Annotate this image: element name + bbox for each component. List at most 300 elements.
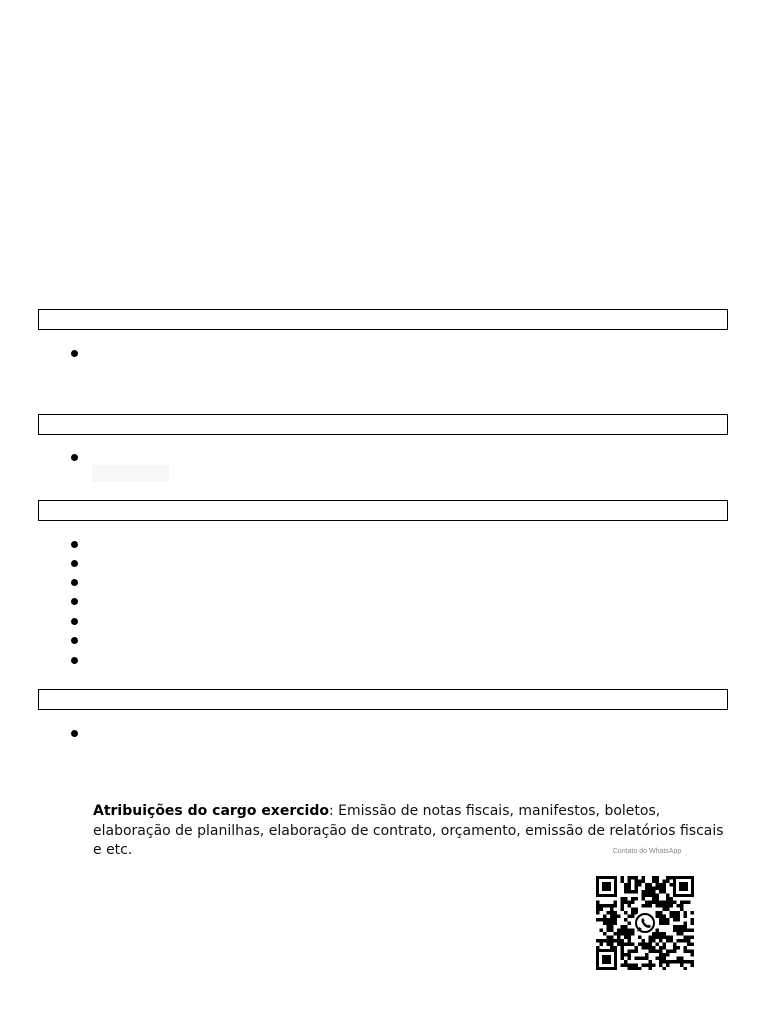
qr-module — [635, 957, 639, 961]
qr-module — [617, 936, 621, 940]
qr-module — [659, 932, 663, 936]
qr-module — [624, 911, 628, 915]
qr-module — [673, 925, 677, 929]
qr-module — [652, 901, 656, 905]
qr-module — [656, 911, 660, 915]
qr-module — [663, 946, 667, 950]
qr-module — [610, 936, 614, 940]
qr-module — [610, 943, 614, 947]
qr-finder-bottom-left — [596, 949, 617, 970]
qr-module — [607, 904, 611, 908]
qr-module — [691, 922, 695, 926]
qr-module — [628, 876, 632, 880]
qr-module — [635, 880, 639, 884]
qr-module — [652, 897, 656, 901]
qr-module — [677, 960, 681, 964]
qr-module — [673, 960, 677, 964]
qr-module — [663, 908, 667, 912]
qr-module — [670, 960, 674, 964]
qr-module — [642, 890, 646, 894]
section-header-box-1 — [38, 309, 728, 330]
qr-module — [635, 876, 639, 880]
qr-module — [600, 929, 604, 933]
qr-module — [652, 890, 656, 894]
qr-module — [691, 936, 695, 940]
qr-module — [607, 918, 611, 922]
qr-module — [631, 950, 635, 954]
qr-module — [624, 883, 628, 887]
qr-module — [656, 904, 660, 908]
qr-module — [635, 967, 639, 970]
blank-field — [92, 465, 169, 482]
qr-module — [642, 880, 646, 884]
qr-module — [687, 960, 691, 964]
qr-module — [649, 946, 653, 950]
qr-module — [638, 943, 642, 947]
qr-module — [596, 918, 600, 922]
qr-module — [659, 911, 663, 915]
qr-module — [642, 946, 646, 950]
list-bullet — [71, 598, 78, 605]
qr-module — [617, 943, 621, 947]
qr-module — [610, 915, 614, 919]
qr-module — [659, 922, 663, 926]
qr-module — [656, 894, 660, 898]
qr-module — [614, 922, 618, 926]
section-header-box-3 — [38, 500, 728, 521]
qr-module — [673, 929, 677, 933]
qr-module — [607, 943, 611, 947]
qr-module — [631, 890, 635, 894]
qr-module — [614, 911, 618, 915]
qr-module — [628, 943, 632, 947]
qr-module — [649, 883, 653, 887]
qr-module — [645, 901, 649, 905]
qr-module — [621, 897, 625, 901]
qr-module — [624, 897, 628, 901]
qr-module — [635, 883, 639, 887]
qr-module — [624, 936, 628, 940]
qr-module — [635, 897, 639, 901]
qr-module — [670, 897, 674, 901]
qr-module — [610, 939, 614, 943]
qr-module — [649, 943, 653, 947]
job-duties-text: Emissão de notas fiscais, manifestos, boletos, elaboração de planilhas, elaboração de contrato, orçamento, emissão de relatórios fiscais e etc. — [93, 803, 724, 858]
qr-module — [631, 967, 635, 970]
qr-module — [628, 964, 632, 968]
qr-module — [649, 904, 653, 908]
qr-module — [603, 918, 607, 922]
qr-module — [659, 918, 663, 922]
qr-module — [680, 904, 684, 908]
qr-module — [621, 901, 625, 905]
qr-module — [631, 915, 635, 919]
qr-module — [691, 943, 695, 947]
qr-module — [631, 908, 635, 912]
list-bullet — [71, 637, 78, 644]
qr-module — [631, 897, 635, 901]
qr-module — [684, 950, 688, 954]
qr-module — [666, 897, 670, 901]
qr-module — [610, 922, 614, 926]
qr-module — [677, 925, 681, 929]
qr-module — [628, 967, 632, 970]
qr-module — [687, 936, 691, 940]
qr-module — [642, 939, 646, 943]
qr-module — [666, 901, 670, 905]
qr-module — [659, 953, 663, 957]
qr-module — [673, 911, 677, 915]
qr-module — [663, 887, 667, 891]
qr-module — [621, 957, 625, 961]
qr-module — [677, 911, 681, 915]
qr-module — [656, 897, 660, 901]
qr-module — [656, 876, 660, 880]
qr-module — [635, 908, 639, 912]
qr-module — [652, 932, 656, 936]
qr-module — [677, 904, 681, 908]
qr-module — [663, 936, 667, 940]
qr-module — [649, 890, 653, 894]
qr-module — [596, 904, 600, 908]
qr-module — [628, 880, 632, 884]
qr-module — [649, 887, 653, 891]
qr-module — [631, 876, 635, 880]
qr-module — [687, 929, 691, 933]
qr-module — [610, 929, 614, 933]
qr-module — [659, 946, 663, 950]
qr-module — [670, 876, 674, 880]
qr-module — [607, 925, 611, 929]
qr-module — [649, 939, 653, 943]
qr-module — [659, 887, 663, 891]
qr-module — [670, 883, 674, 887]
qr-module — [614, 946, 618, 950]
qr-module — [642, 964, 646, 968]
qr-module — [603, 939, 607, 943]
qr-module — [628, 939, 632, 943]
qr-module — [663, 953, 667, 957]
qr-module — [614, 901, 618, 905]
qr-module — [680, 964, 684, 968]
qr-module — [642, 876, 646, 880]
qr-module — [607, 939, 611, 943]
list-bullet — [71, 350, 78, 357]
qr-module — [621, 943, 625, 947]
whatsapp-qr-code[interactable] — [596, 876, 694, 970]
qr-module — [663, 915, 667, 919]
qr-module — [649, 950, 653, 954]
qr-module — [659, 901, 663, 905]
qr-module — [628, 922, 632, 926]
qr-module — [645, 887, 649, 891]
qr-module — [614, 915, 618, 919]
qr-module — [691, 911, 695, 915]
qr-module — [680, 925, 684, 929]
qr-module — [691, 964, 695, 968]
qr-module — [649, 960, 653, 964]
qr-module — [610, 904, 614, 908]
qr-module — [673, 915, 677, 919]
qr-module — [677, 946, 681, 950]
qr-module — [624, 918, 628, 922]
qr-module — [610, 911, 614, 915]
qr-module — [666, 950, 670, 954]
qr-module — [631, 964, 635, 968]
qr-module — [628, 929, 632, 933]
qr-module — [666, 908, 670, 912]
qr-module — [656, 943, 660, 947]
qr-module — [600, 908, 604, 912]
qr-module — [656, 915, 660, 919]
qr-module — [652, 950, 656, 954]
qr-module — [642, 904, 646, 908]
qr-module — [684, 922, 688, 926]
qr-module — [603, 904, 607, 908]
qr-module — [666, 880, 670, 884]
qr-module — [659, 890, 663, 894]
job-duties-separator: : — [328, 803, 334, 819]
qr-module — [666, 922, 670, 926]
qr-module — [607, 936, 611, 940]
qr-module — [691, 918, 695, 922]
qr-module — [603, 922, 607, 926]
qr-module — [645, 943, 649, 947]
qr-module — [659, 883, 663, 887]
qr-module — [659, 950, 663, 954]
qr-module — [621, 880, 625, 884]
qr-module — [642, 943, 646, 947]
qr-module — [684, 915, 688, 919]
qr-module — [596, 946, 600, 950]
qr-module — [617, 939, 621, 943]
qr-module — [631, 901, 635, 905]
qr-module — [680, 908, 684, 912]
qr-module — [663, 883, 667, 887]
qr-module — [638, 883, 642, 887]
qr-module — [663, 932, 667, 936]
qr-module — [614, 939, 618, 943]
qr-module — [645, 964, 649, 968]
qr-module — [656, 887, 660, 891]
qr-module — [652, 939, 656, 943]
qr-module — [600, 939, 604, 943]
qr-module — [635, 946, 639, 950]
qr-module — [663, 957, 667, 961]
section-header-box-4 — [38, 689, 728, 710]
list-bullet — [71, 579, 78, 586]
qr-module — [670, 904, 674, 908]
qr-module — [666, 876, 670, 880]
qr-module — [652, 887, 656, 891]
qr-module — [656, 936, 660, 940]
qr-module — [659, 936, 663, 940]
qr-module — [663, 967, 667, 970]
qr-module — [680, 960, 684, 964]
qr-module — [677, 957, 681, 961]
qr-module — [628, 887, 632, 891]
job-duties-label: Atribuições do cargo exercido — [93, 803, 329, 819]
qr-module — [652, 936, 656, 940]
qr-module — [621, 950, 625, 954]
qr-module — [628, 932, 632, 936]
qr-module — [691, 950, 695, 954]
qr-module — [666, 936, 670, 940]
qr-module — [638, 936, 642, 940]
qr-module — [621, 932, 625, 936]
qr-module — [659, 939, 663, 943]
qr-module — [649, 901, 653, 905]
qr-module — [684, 929, 688, 933]
qr-module — [624, 925, 628, 929]
qr-module — [670, 901, 674, 905]
qr-module — [670, 915, 674, 919]
qr-module — [652, 894, 656, 898]
qr-module — [621, 929, 625, 933]
qr-module — [638, 967, 642, 970]
qr-module — [635, 890, 639, 894]
qr-module — [624, 964, 628, 968]
qr-module — [628, 915, 632, 919]
qr-module — [596, 908, 600, 912]
qr-module — [659, 915, 663, 919]
qr-module — [691, 929, 695, 933]
qr-module — [642, 894, 646, 898]
qr-module — [663, 901, 667, 905]
qr-module — [656, 883, 660, 887]
qr-module — [631, 943, 635, 947]
qr-module — [677, 939, 681, 943]
qr-finder-top-right — [673, 876, 694, 897]
qr-module — [687, 950, 691, 954]
qr-module — [673, 943, 677, 947]
qr-module — [673, 950, 677, 954]
qr-module — [628, 953, 632, 957]
qr-module — [680, 901, 684, 905]
qr-module — [614, 904, 618, 908]
list-bullet — [71, 618, 78, 625]
qr-module — [596, 939, 600, 943]
list-bullet — [71, 657, 78, 664]
qr-module — [617, 932, 621, 936]
qr-module — [670, 939, 674, 943]
qr-module — [621, 946, 625, 950]
qr-module — [624, 890, 628, 894]
qr-module — [656, 901, 660, 905]
qr-module — [659, 964, 663, 968]
qr-finder-top-left — [596, 876, 617, 897]
qr-module — [600, 904, 604, 908]
qr-module — [649, 964, 653, 968]
qr-module — [638, 880, 642, 884]
qr-module — [645, 904, 649, 908]
qr-module — [649, 967, 653, 970]
qr-module — [684, 911, 688, 915]
qr-module — [628, 904, 632, 908]
qr-module — [624, 943, 628, 947]
qr-module — [621, 964, 625, 968]
qr-module — [666, 964, 670, 968]
qr-module — [673, 901, 677, 905]
qr-module — [680, 939, 684, 943]
qr-module — [610, 925, 614, 929]
qr-module — [656, 929, 660, 933]
qr-module — [659, 960, 663, 964]
qr-module — [638, 957, 642, 961]
qr-module — [610, 918, 614, 922]
whatsapp-icon — [633, 911, 657, 935]
qr-module — [631, 929, 635, 933]
qr-module — [666, 918, 670, 922]
qr-module — [673, 918, 677, 922]
qr-module — [659, 957, 663, 961]
qr-module — [603, 915, 607, 919]
qr-module — [670, 911, 674, 915]
qr-module — [645, 957, 649, 961]
qr-module — [677, 932, 681, 936]
qr-module — [645, 953, 649, 957]
qr-module — [596, 901, 600, 905]
qr-module — [614, 918, 618, 922]
qr-module — [617, 929, 621, 933]
qr-module — [607, 911, 611, 915]
qr-module — [621, 908, 625, 912]
qr-module — [680, 957, 684, 961]
qr-module — [628, 890, 632, 894]
qr-module — [684, 925, 688, 929]
qr-module — [614, 932, 618, 936]
qr-module — [656, 880, 660, 884]
list-bullet — [71, 560, 78, 567]
qr-module — [649, 894, 653, 898]
qr-module — [663, 922, 667, 926]
qr-module — [607, 922, 611, 926]
list-bullet — [71, 541, 78, 548]
qr-module — [652, 946, 656, 950]
qr-module — [659, 904, 663, 908]
qr-module — [624, 953, 628, 957]
qr-module — [666, 894, 670, 898]
qr-module — [635, 964, 639, 968]
qr-module — [663, 960, 667, 964]
qr-module — [680, 929, 684, 933]
qr-module — [687, 901, 691, 905]
qr-module — [607, 929, 611, 933]
qr-module — [663, 904, 667, 908]
qr-module — [652, 876, 656, 880]
qr-module — [621, 953, 625, 957]
qr-module — [628, 901, 632, 905]
qr-module — [624, 887, 628, 891]
qr-module — [596, 911, 600, 915]
qr-module — [621, 876, 625, 880]
qr-module — [680, 932, 684, 936]
qr-module — [663, 918, 667, 922]
qr-module — [628, 957, 632, 961]
qr-module — [617, 915, 621, 919]
qr-module — [645, 883, 649, 887]
qr-module — [677, 918, 681, 922]
qr-module — [687, 943, 691, 947]
qr-module — [673, 946, 677, 950]
qr-module — [624, 960, 628, 964]
qr-module — [642, 897, 646, 901]
qr-module — [603, 932, 607, 936]
qr-module — [645, 890, 649, 894]
qr-module — [631, 932, 635, 936]
qr-caption: Contato do WhatsApp — [612, 848, 682, 855]
qr-module — [656, 957, 660, 961]
